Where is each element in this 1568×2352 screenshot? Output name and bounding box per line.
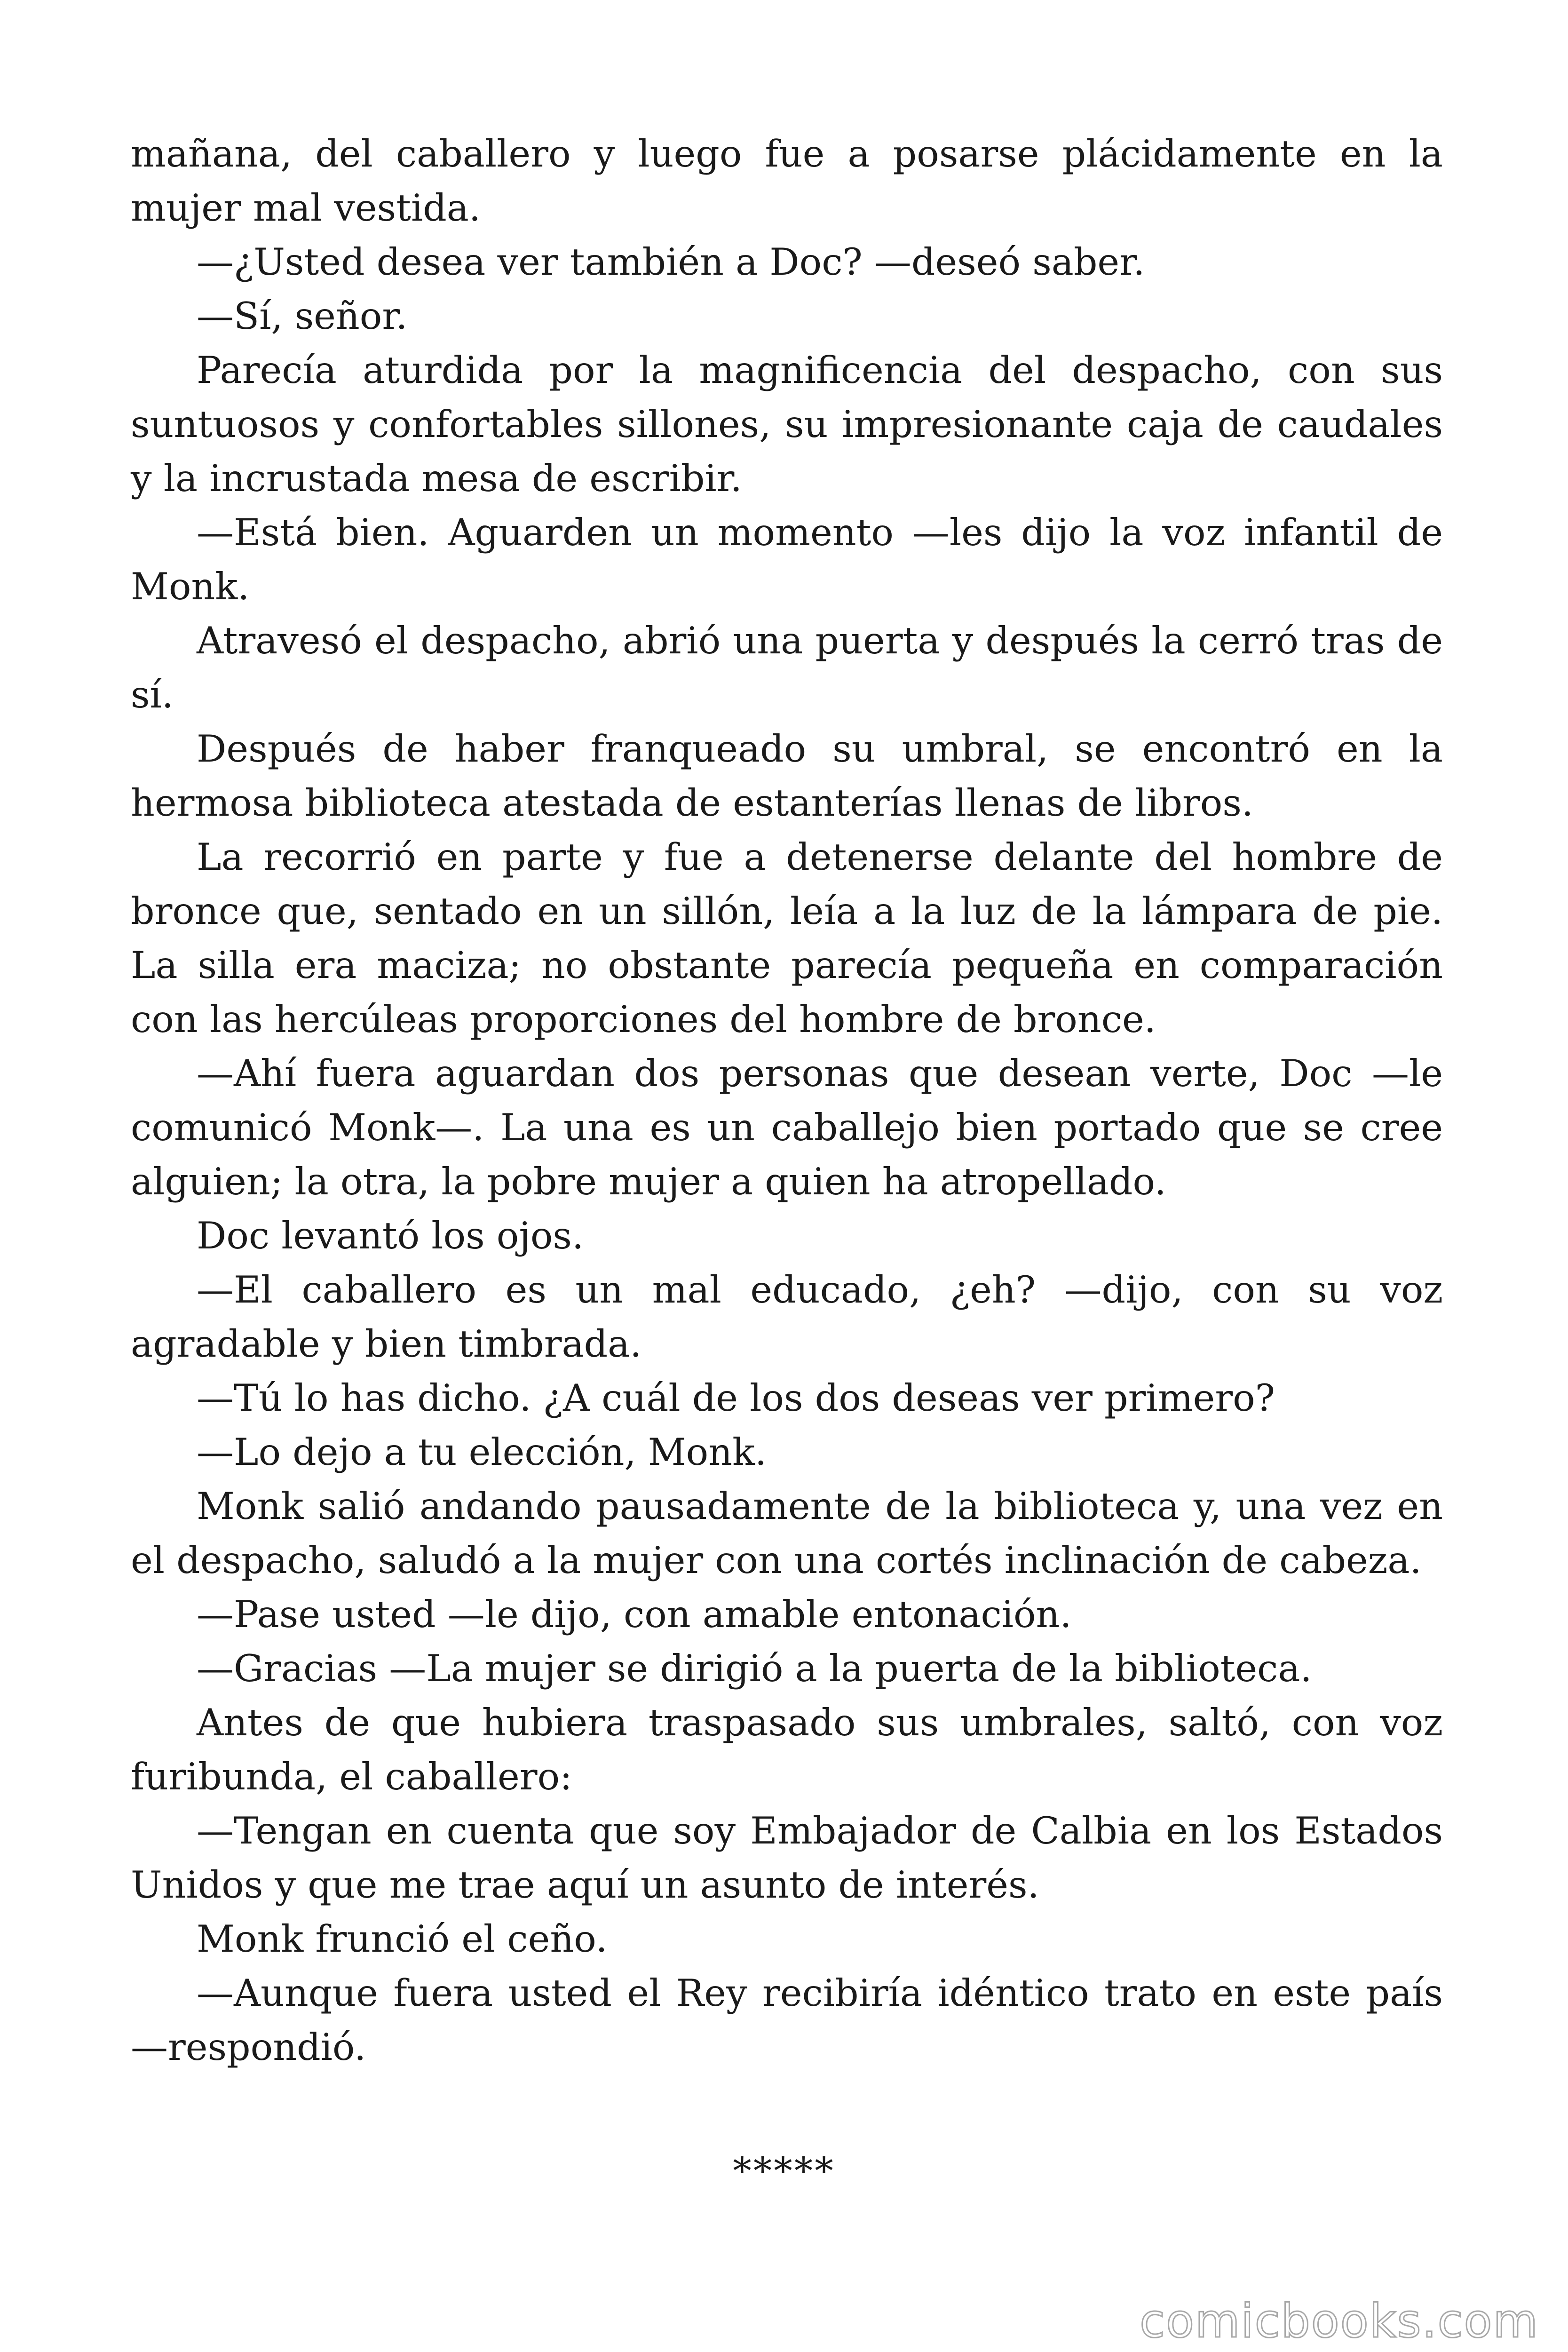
paragraph: —Ahí fuera aguardan dos personas que desean verte, Doc —le comunicó Monk—. La una es un caballejo bien portado que se cree alguien; la otra, la pobre mujer a quien ha atropellado. bbox=[131, 1052, 1443, 1203]
paragraph: Monk salió andando pausadamente de la biblioteca y, una vez en el despacho, saludó a la mujer con una cortés inclinación de cabeza. bbox=[131, 1485, 1443, 1582]
paragraph: Después de haber franqueado su umbral, se encontró en la hermosa biblioteca atestada de estanterías llenas de libros. bbox=[131, 727, 1443, 825]
paragraph: —Lo dejo a tu elección, Monk. bbox=[197, 1430, 767, 1474]
paragraph: —Tú lo has dicho. ¿A cuál de los dos deseas ver primero? bbox=[197, 1376, 1275, 1420]
paragraph: Atravesó el despacho, abrió una puerta y después la cerró tras de sí. bbox=[131, 619, 1443, 716]
paragraph: —Está bien. Aguarden un momento —les dijo la voz infantil de Monk. bbox=[131, 511, 1443, 608]
paragraph: Monk frunció el ceño. bbox=[197, 1917, 608, 1961]
paragraph: —Pase usted —le dijo, con amable entonación. bbox=[197, 1593, 1072, 1636]
paragraph: La recorrió en parte y fue a detenerse delante del hombre de bronce que, sentado en un sillón, leía a la luz de la lámpara de pie. La silla era maciza; no obstante parecía pequeña en comparación con las hercúleas proporciones del hombre de bronce. bbox=[131, 835, 1443, 1041]
section-separator: ***** bbox=[733, 2149, 835, 2193]
paragraph: —Tengan en cuenta que soy Embajador de Calbia en los Estados Unidos y que me trae aquí un asunto de interés. bbox=[131, 1809, 1443, 1907]
paragraph: Doc levantó los ojos. bbox=[197, 1214, 584, 1257]
paragraph: —Aunque fuera usted el Rey recibiría idéntico trato en este país —respondió. bbox=[131, 1971, 1443, 2069]
paragraph: —Sí, señor. bbox=[197, 294, 408, 338]
paragraph: —El caballero es un mal educado, ¿eh? —dijo, con su voz agradable y bien timbrada. bbox=[131, 1268, 1443, 1366]
body-text bbox=[131, 127, 1443, 2074]
paragraph: —¿Usted desea ver también a Doc? —deseó saber. bbox=[197, 240, 1145, 284]
watermark: comicbooks.com bbox=[1140, 2295, 1539, 2348]
paragraph: mañana, del caballero y luego fue a posarse plácidamente en la mujer mal vestida. bbox=[131, 132, 1443, 230]
paragraph: Parecía aturdida por la magnificencia del despacho, con sus suntuosos y confortables sillones, su impresionante caja de caudales y la incrustada mesa de escribir. bbox=[131, 349, 1443, 500]
paragraph: Antes de que hubiera traspasado sus umbrales, saltó, con voz furibunda, el caballero: bbox=[131, 1701, 1443, 1798]
paragraph: —Gracias —La mujer se dirigió a la puerta de la biblioteca. bbox=[197, 1647, 1312, 1690]
